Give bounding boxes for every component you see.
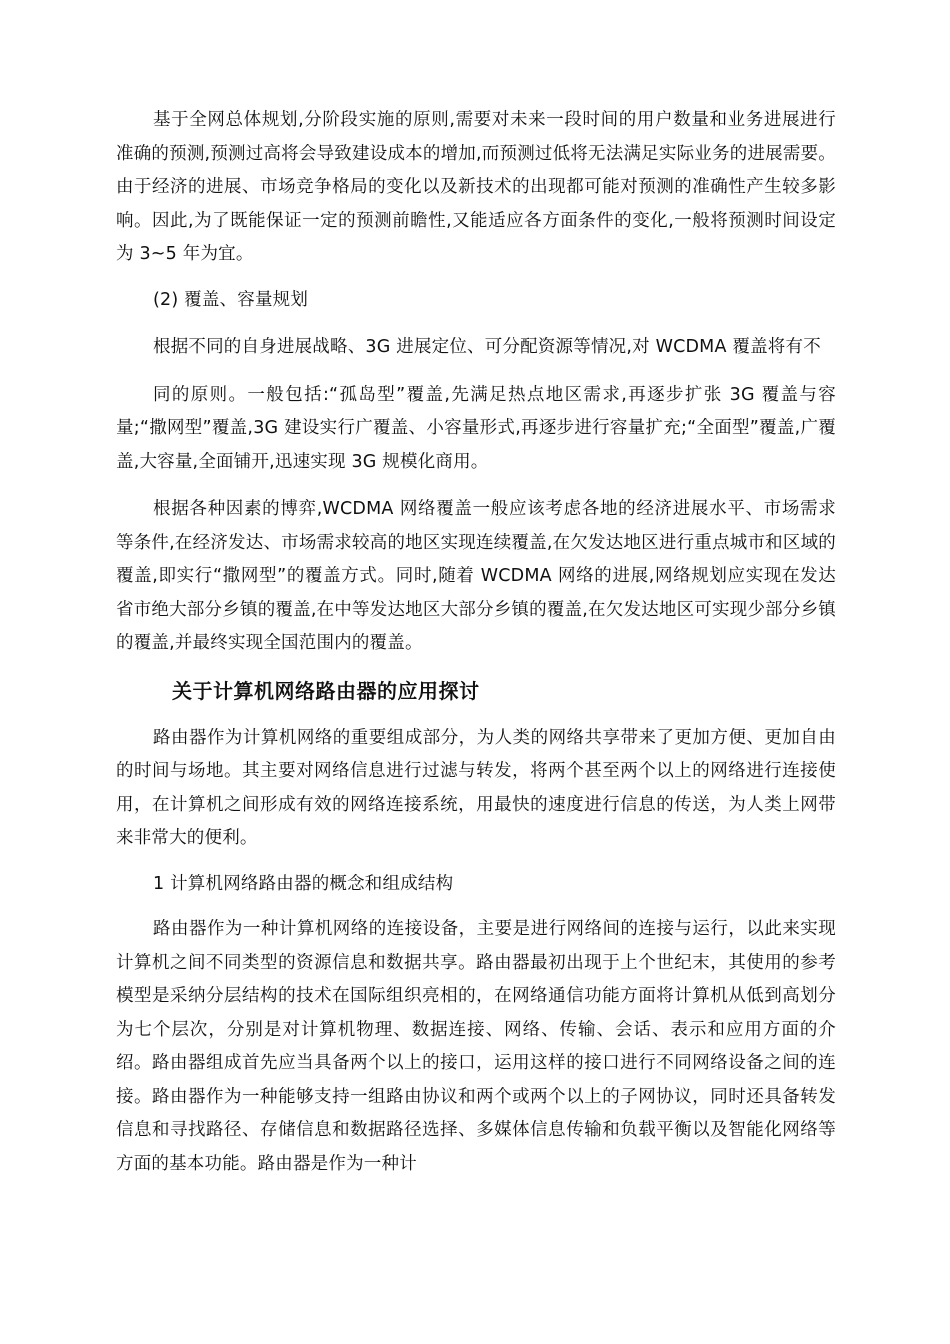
paragraph-coverage-principles: 同的原则。一般包括:“孤岛型”覆盖,先满足热点地区需求,再逐步扩张 3G 覆盖与容量;“撒网型”覆盖,3G 建设实行广覆盖、小容量形式,再逐步进行容量扩充;“全面型”覆盖,广覆盖,大容量,全面铺开,迅速实现 3G 规模化商用。 (116, 384, 836, 472)
document-page (116, 104, 836, 1181)
subheading-router-concept: 1 计算机网络路由器的概念和组成结构 (153, 873, 454, 894)
paragraph-forecast: 基于全网总体规划,分阶段实施的原则,需要对未来一段时间的用户数量和业务进展进行准确的预测,预测过高将会导致建设成本的增加,而预测过低将无法满足实际业务的进展需要。由于经济的进展、市场竞争格局的变化以及新技术的出现都可能对预测的准确性产生较多影响。因此,为了既能保证一定的预测前瞻性,又能适应各方面条件的变化,一般将预测时间设定为 3~5 年为宜。 (116, 110, 836, 264)
paragraph-coverage-intro: 根据不同的自身进展战略、3G 进展定位、可分配资源等情况,对 WCDMA 覆盖将有不 (153, 337, 821, 357)
article-title: 关于计算机网络路由器的应用探讨 (172, 678, 480, 703)
paragraph-wcdma-coverage: 根据各种因素的博弈,WCDMA 网络覆盖一般应该考虑各地的经济进展水平、市场需求等条件,在经济发达、市场需求较高的地区实现连续覆盖,在欠发达地区进行重点城市和区域的覆盖,即实行“撒网型”的覆盖方式。同时,随着 WCDMA 网络的进展,网络规划应实现在发达省市绝大部分乡镇的覆盖,在中等发达地区大部分乡镇的覆盖,在欠发达地区可实现少部分乡镇的覆盖,并最终实现全国范围内的覆盖。 (116, 499, 836, 653)
paragraph-router-structure: 路由器作为一种计算机网络的连接设备，主要是进行网络间的连接与运行，以此来实现计算机之间不同类型的资源信息和数据共享。路由器最初出现于上个世纪末，其使用的参考模型是采纳分层结构的技术在国际组织亮相的，在网络通信功能方面将计算机从低到高划分为七个层次，分别是对计算机物理、数据连接、网络、传输、会话、表示和应用方面的介绍。路由器组成首先应当具备两个以上的接口，运用这样的接口进行不同网络设备之间的连接。路由器作为一种能够支持一组路由协议和两个或两个以上的子网协议，同时还具备转发信息和寻找路径、存储信息和数据路径选择、多媒体信息传输和负载平衡以及智能化网络等方面的基本功能。路由器是作为一种计 (116, 919, 836, 1174)
subheading-coverage-capacity: (2) 覆盖、容量规划 (153, 289, 309, 310)
paragraph-router-intro: 路由器作为计算机网络的重要组成部分，为人类的网络共享带来了更加方便、更加自由的时间与场地。其主要对网络信息进行过滤与转发，将两个甚至两个以上的网络进行连接使用，在计算机之间形成有效的网络连接系统，用最快的速度进行信息的传送，为人类上网带来非常大的便利。 (116, 727, 836, 848)
